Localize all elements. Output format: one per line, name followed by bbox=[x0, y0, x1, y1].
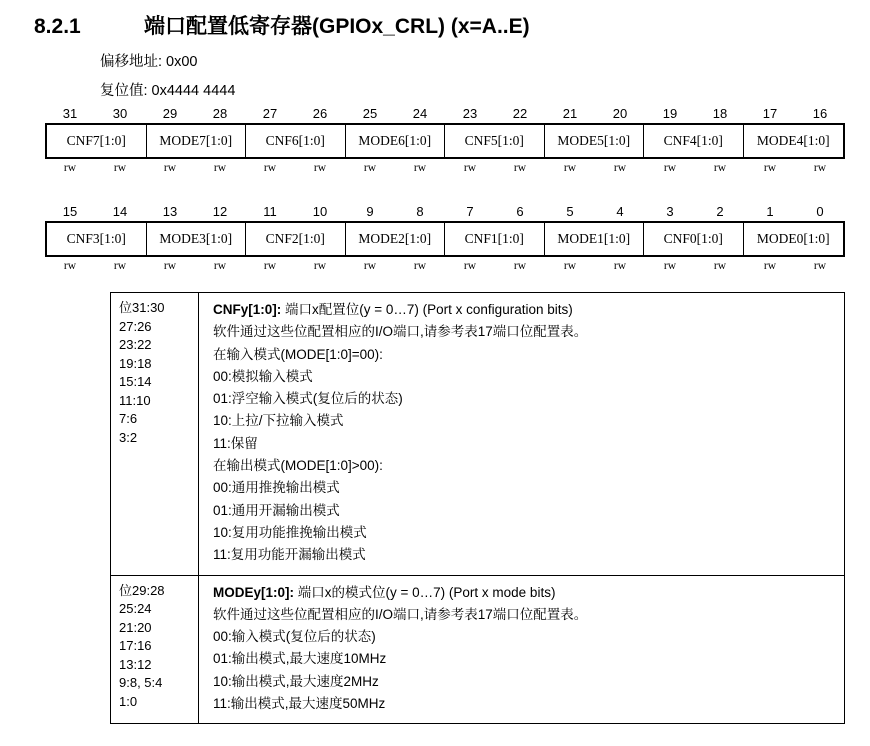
section-title: 端口配置低寄存器(GPIOx_CRL) (x=A..E) bbox=[144, 15, 530, 38]
register-field: MODE4[1:0] bbox=[756, 133, 830, 148]
bit-number: 19 bbox=[662, 106, 678, 121]
description-line: 00:通用推挽输出模式 bbox=[213, 480, 340, 496]
reset-value-label: 复位值: bbox=[100, 83, 148, 99]
offset-address-line bbox=[100, 50, 197, 71]
bit-number: 31 bbox=[62, 106, 78, 121]
register-field: MODE0[1:0] bbox=[756, 231, 830, 246]
reset-value-value: 0x4444 4444 bbox=[151, 83, 236, 99]
register-field: CNF6[1:0] bbox=[246, 125, 346, 157]
access-label: rw bbox=[613, 260, 627, 272]
table-row bbox=[111, 293, 844, 576]
register-field: CNF2[1:0] bbox=[246, 223, 346, 255]
bit-range: 15:14 bbox=[119, 374, 152, 389]
register-field: MODE1[1:0] bbox=[545, 223, 645, 255]
field-title-text: 端口x配置位(y = 0…7) (Port x configuration bits) bbox=[281, 302, 573, 317]
access-label: rw bbox=[763, 162, 777, 174]
bit-number: 10 bbox=[312, 204, 328, 219]
bit-number: 22 bbox=[512, 106, 528, 121]
description-line: 01:输出模式,最大速度10MHz bbox=[213, 651, 387, 667]
register-field: MODE7[1:0] bbox=[147, 125, 247, 157]
description-line: 在输入模式(MODE[1:0]=00): bbox=[213, 346, 383, 362]
bit-number: 24 bbox=[412, 106, 428, 121]
register-field: CNF4[1:0] bbox=[644, 125, 744, 157]
bit-number: 15 bbox=[62, 204, 78, 219]
bit-number: 7 bbox=[466, 204, 474, 219]
access-label: rw bbox=[413, 162, 427, 174]
access-label: rw bbox=[113, 162, 127, 174]
field-name: MODEy[1:0]: bbox=[213, 584, 295, 600]
bit-range: 位31:30 bbox=[119, 300, 165, 315]
register-field: CNF3[1:0] bbox=[47, 223, 147, 255]
description-line: 01:通用开漏输出模式 bbox=[213, 502, 340, 518]
bit-range: 25:24 bbox=[119, 601, 152, 617]
access-label: rw bbox=[463, 260, 477, 272]
bit-number: 21 bbox=[562, 106, 578, 121]
description-line: 在输出模式(MODE[1:0]>00): bbox=[213, 458, 383, 474]
field-name: CNFy[1:0]: bbox=[213, 302, 282, 317]
bit-number: 17 bbox=[762, 106, 778, 121]
bit-number: 27 bbox=[262, 106, 278, 121]
register-field: CNF1[1:0] bbox=[445, 223, 545, 255]
description-line: 软件通过这些位配置相应的I/O端口,请参考表17端口位配置表。 bbox=[213, 324, 588, 340]
bit-number: 1 bbox=[766, 204, 774, 219]
bit-description-cell bbox=[199, 576, 844, 724]
access-label: rw bbox=[63, 260, 77, 272]
register-field-row-low bbox=[45, 221, 845, 257]
description-line: 00:输入模式(复位后的状态) bbox=[213, 629, 376, 645]
access-label: rw bbox=[363, 260, 377, 272]
bit-range: 7:6 bbox=[119, 411, 138, 426]
access-label: rw bbox=[563, 162, 577, 174]
register-field-row-high bbox=[45, 123, 845, 159]
field-title bbox=[213, 299, 834, 321]
bit-number: 3 bbox=[666, 204, 674, 219]
bit-number: 25 bbox=[362, 106, 378, 121]
field-title bbox=[213, 582, 834, 604]
bit-range: 13:12 bbox=[119, 656, 152, 672]
register-field: MODE2[1:0] bbox=[346, 223, 446, 255]
bit-range: 27:26 bbox=[119, 318, 152, 334]
description-line: 11:保留 bbox=[213, 435, 258, 451]
access-label: rw bbox=[213, 260, 227, 272]
bit-number-row-high bbox=[45, 106, 845, 121]
access-label: rw bbox=[263, 260, 277, 272]
access-label: rw bbox=[213, 162, 227, 174]
access-label: rw bbox=[713, 162, 727, 174]
bit-number: 11 bbox=[263, 204, 277, 219]
description-line: 软件通过这些位配置相应的I/O端口,请参考表17端口位配置表。 bbox=[213, 606, 588, 622]
bit-number: 26 bbox=[312, 106, 328, 121]
bit-range: 11:10 bbox=[119, 392, 151, 408]
bit-number: 29 bbox=[162, 106, 178, 121]
bit-number: 5 bbox=[566, 204, 574, 219]
access-row-low bbox=[45, 260, 845, 272]
access-label: rw bbox=[713, 260, 727, 272]
access-row-high bbox=[45, 162, 845, 174]
access-label: rw bbox=[663, 260, 677, 272]
bit-number: 2 bbox=[716, 204, 724, 219]
bit-description-cell bbox=[199, 293, 844, 575]
access-label: rw bbox=[813, 162, 827, 174]
register-field: MODE6[1:0] bbox=[346, 125, 446, 157]
access-label: rw bbox=[363, 162, 377, 174]
bit-number: 30 bbox=[112, 106, 128, 121]
bit-number: 8 bbox=[416, 204, 424, 219]
bit-range-cell bbox=[111, 576, 199, 724]
register-diagram-high bbox=[45, 106, 845, 174]
offset-address-label: 偏移地址: bbox=[100, 54, 163, 70]
field-title-text: 端口x的模式位(y = 0…7) (Port x mode bits) bbox=[294, 584, 556, 600]
register-field: CNF5[1:0] bbox=[445, 125, 545, 157]
section-number: 8.2.1 bbox=[34, 15, 81, 38]
bit-number: 6 bbox=[516, 204, 524, 219]
description-line: 10:输出模式,最大速度2MHz bbox=[213, 673, 379, 689]
bit-range: 23:22 bbox=[119, 337, 152, 352]
bit-number: 20 bbox=[612, 106, 628, 121]
bit-number: 16 bbox=[812, 106, 828, 121]
bit-number-row-low bbox=[45, 204, 845, 219]
bit-number: 18 bbox=[712, 106, 728, 121]
bit-range: 19:18 bbox=[119, 355, 152, 371]
bit-number: 4 bbox=[616, 204, 624, 219]
bit-number: 0 bbox=[816, 204, 824, 219]
access-label: rw bbox=[313, 260, 327, 272]
bit-range: 3:2 bbox=[119, 429, 138, 445]
access-label: rw bbox=[513, 162, 527, 174]
access-label: rw bbox=[663, 162, 677, 174]
page-title bbox=[34, 10, 530, 40]
bit-range: 21:20 bbox=[119, 619, 152, 635]
access-label: rw bbox=[513, 260, 527, 272]
access-label: rw bbox=[113, 260, 127, 272]
access-label: rw bbox=[63, 162, 77, 174]
access-label: rw bbox=[563, 260, 577, 272]
access-label: rw bbox=[613, 162, 627, 174]
description-line: 00:模拟输入模式 bbox=[213, 368, 313, 384]
description-line: 01:浮空输入模式(复位后的状态) bbox=[213, 391, 403, 407]
access-label: rw bbox=[163, 260, 177, 272]
access-label: rw bbox=[163, 162, 177, 174]
description-line: 11:复用功能开漏输出模式 bbox=[213, 547, 366, 563]
bit-number: 23 bbox=[462, 106, 478, 121]
table-row bbox=[111, 576, 844, 724]
access-label: rw bbox=[263, 162, 277, 174]
access-label: rw bbox=[463, 162, 477, 174]
register-field: CNF7[1:0] bbox=[47, 125, 147, 157]
access-label: rw bbox=[763, 260, 777, 272]
register-field: CNF0[1:0] bbox=[644, 223, 744, 255]
bit-range: 9:8, 5:4 bbox=[119, 675, 163, 691]
reset-value-line bbox=[100, 79, 235, 100]
bit-range-cell bbox=[111, 293, 199, 575]
offset-address-value: 0x00 bbox=[166, 54, 198, 70]
description-line: 11:输出模式,最大速度50MHz bbox=[213, 696, 386, 712]
bit-number: 28 bbox=[212, 106, 228, 121]
description-line: 10:上拉/下拉输入模式 bbox=[213, 413, 344, 429]
bit-description-table bbox=[110, 292, 845, 724]
bit-range: 1:0 bbox=[119, 693, 138, 709]
bit-range: 位29:28 bbox=[119, 582, 165, 598]
bit-number: 12 bbox=[212, 204, 228, 219]
bit-range: 17:16 bbox=[119, 638, 152, 654]
access-label: rw bbox=[413, 260, 427, 272]
access-label: rw bbox=[813, 260, 827, 272]
register-field: MODE3[1:0] bbox=[147, 223, 247, 255]
register-diagram-low bbox=[45, 204, 845, 272]
bit-number: 14 bbox=[112, 204, 128, 219]
register-field: MODE5[1:0] bbox=[545, 125, 645, 157]
access-label: rw bbox=[313, 162, 327, 174]
bit-number: 13 bbox=[162, 204, 178, 219]
description-line: 10:复用功能推挽输出模式 bbox=[213, 524, 367, 540]
bit-number: 9 bbox=[366, 204, 374, 219]
